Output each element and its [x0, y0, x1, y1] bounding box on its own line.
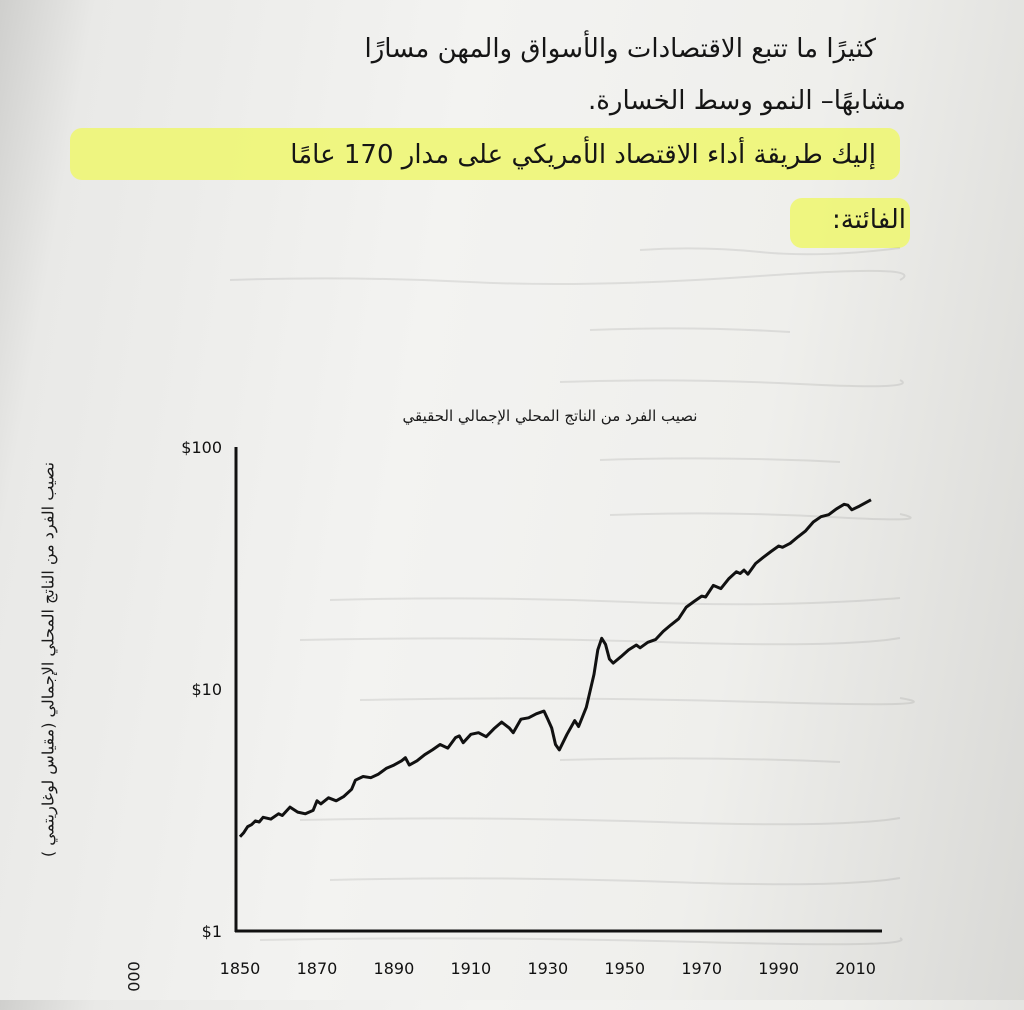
x-tick-label: 1870 [296, 959, 338, 978]
x-tick-label: 1950 [604, 959, 646, 978]
x-tick-label: 1890 [373, 959, 415, 978]
paragraph-line-3: إليك طريقة أداء الاقتصاد الأمريكي على مدار 170 عامًا [290, 140, 876, 170]
y-tick-label: $1 [201, 922, 222, 941]
x-tick-label: 2010 [835, 959, 876, 978]
y-tick-label: $10 [191, 680, 222, 699]
gdp-per-capita-line [240, 500, 871, 837]
paragraph-line-1: كثيرًا ما تتبع الاقتصادات والأسواق والمهن مسارًا [364, 34, 876, 64]
y-tick-label: $100 [181, 438, 222, 457]
y-axis-label-tail: 000 [124, 961, 144, 992]
x-tick-label: 1930 [527, 959, 569, 978]
x-tick-label: 1910 [450, 959, 492, 978]
x-tick-label: 1970 [681, 959, 723, 978]
x-tick-labels [220, 959, 876, 978]
x-tick-label: 1850 [219, 959, 261, 978]
series-lines [240, 500, 871, 837]
y-axis-label: نصيب الفرد من الناتج المحلي الإجمالي (مقياس لوغاريتمي ) [38, 461, 58, 858]
chart-title: نصيب الفرد من الناتج المحلي الإجمالي الحقيقي [402, 407, 698, 425]
paragraph-line-2: مشابهًا– النمو وسط الخسارة. [588, 86, 906, 116]
x-tick-label: 1990 [758, 959, 800, 978]
y-tick-labels [181, 438, 222, 941]
paragraph-line-4: الفائتة: [831, 205, 906, 235]
